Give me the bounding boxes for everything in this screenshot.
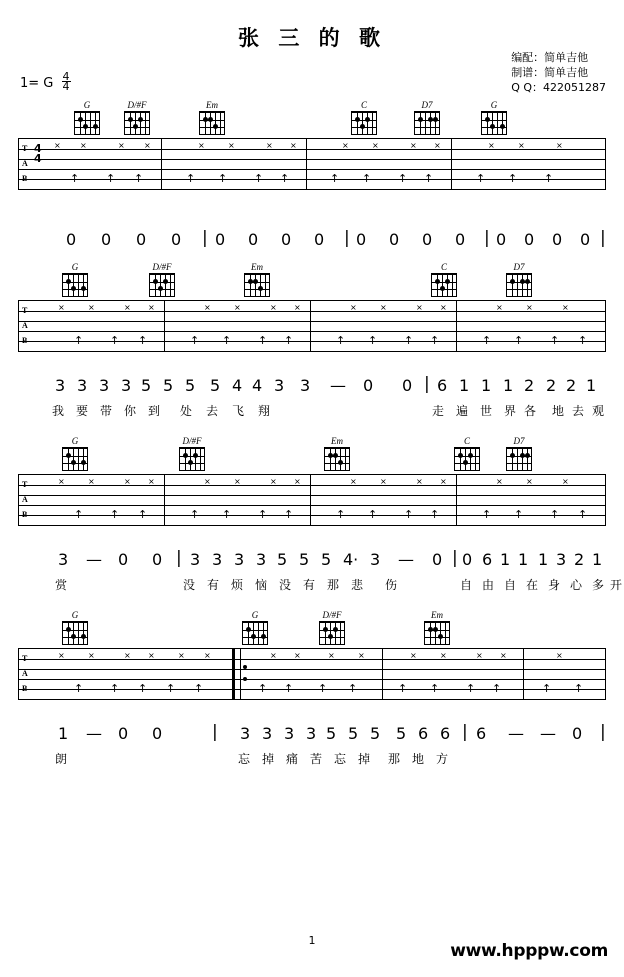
chord-name: D/#F [322,610,342,620]
lyric-syllable: 你 [124,404,137,418]
note: 3 [234,550,245,569]
chord-diagrams-2 [0,262,624,300]
note: 2 [566,376,577,395]
note: — [86,724,102,743]
chord-name: D/#F [152,262,172,272]
note: 4· [343,550,359,569]
lyrics-line-3 [0,576,624,598]
note: 0 [552,230,563,249]
lyrics-line-4 [0,750,624,772]
chord-diagrams-1 [0,100,624,138]
page-title: 张 三 的 歌 [238,26,386,50]
note: 6 [437,376,448,395]
tab-staff: T A B 4 4 × × × × × × × × × × × × × × × ↑ ↑ ↑ ↑ ↑ ↑ ↑ ↑ ↑ ↑ ↑ ↑ ↑ ↑ [18,138,606,190]
credit-line-3: Q Q：422051287 [511,81,606,94]
chord-name: D7 [421,100,433,110]
chord-name: Em [206,100,218,110]
time-sig-bottom: 4 [62,80,70,93]
fret-grid [481,111,507,135]
note: 0 [496,230,507,249]
note: 1 [538,550,549,569]
tab-clef: T A B [22,654,28,693]
fret-grid [351,111,377,135]
chord-name: Em [431,610,443,620]
chord-name: D7 [513,436,525,446]
note: 0 [524,230,535,249]
note: 5 [163,376,174,395]
note: 1 [503,376,514,395]
fret-grid [506,447,532,471]
repeat-barline [232,649,235,699]
note: 5 [141,376,152,395]
chord-diagram [502,436,536,471]
chord-diagrams-4 [0,610,624,648]
chord-diagram [240,262,274,297]
lyric-syllable: 悲 [351,578,364,592]
note: 2 [574,550,585,569]
lyric-syllable: 赏 [55,578,68,592]
tab-clef: T A B [22,144,28,183]
chord-diagram [145,262,179,297]
lyric-syllable: 遍 [456,404,469,418]
note: 0 [572,724,583,743]
note: 0 [389,230,400,249]
chord-diagram [315,610,349,645]
note: 1 [58,724,69,743]
lyric-syllable: 带 [100,404,113,418]
chord-diagram [58,610,92,645]
fret-grid [242,621,268,645]
fret-grid [62,273,88,297]
fret-grid [62,447,88,471]
credit-line-1: 编配：简单吉他 [511,51,589,64]
lyric-syllable: 观 [592,404,605,418]
note: 0 [422,230,433,249]
lyric-syllable: 没 [183,578,196,592]
lyric-syllable: 自 [460,578,473,592]
note: 6 [418,724,429,743]
note: 3 [306,724,317,743]
lyric-syllable: 忘 [238,752,251,766]
note: 1 [592,550,603,569]
lyric-syllable: 烦 [231,578,244,592]
lyric-syllable: 掉 [358,752,371,766]
lyric-syllable: 身 [548,578,561,592]
lyric-syllable: 伤 [385,578,398,592]
chord-name: D7 [513,262,525,272]
chord-name: D/#F [127,100,147,110]
note: 0 [363,376,374,395]
fret-grid [319,621,345,645]
chord-name: G [71,262,79,272]
fret-grid [74,111,100,135]
chord-name: Em [251,262,263,272]
chord-diagram [477,100,511,135]
lyric-syllable: 世 [480,404,493,418]
note: 3 [370,550,381,569]
chord-name: C [463,436,470,446]
note: 5 [321,550,332,569]
note: 3 [190,550,201,569]
lyric-syllable: 苦 [310,752,323,766]
note: 0 [118,550,129,569]
tab-staff: T A B × × × × × × × × × × × × × × × ↑ ↑ ↑ ↑ ↑ ↑ ↑ ↑ ↑ ↑ ↑ ↑ ↑ ↑ ↑ [18,300,606,352]
lyric-syllable: 心 [570,578,583,592]
note: 6 [440,724,451,743]
chord-name: D/#F [182,436,202,446]
fret-grid [454,447,480,471]
note: 5 [277,550,288,569]
lyric-syllable: 界 [504,404,517,418]
chord-diagram [427,262,461,297]
chord-diagram [420,610,454,645]
note: 3 [55,376,66,395]
note: 0 [66,230,77,249]
note: 3 [121,376,132,395]
lyric-syllable: 自 [504,578,517,592]
note: 0 [101,230,112,249]
lyric-syllable: 那 [388,752,401,766]
chord-name: G [490,100,498,110]
key-signature [20,72,71,91]
key-label: 1= G [20,76,54,91]
note: 3 [77,376,88,395]
lyric-syllable: 要 [76,404,89,418]
note: 3 [284,724,295,743]
note: 3 [256,550,267,569]
lyrics-line-2 [0,402,624,424]
credit-line-2: 制谱：简单吉他 [511,66,589,79]
note: 0 [136,230,147,249]
chord-name: C [360,100,367,110]
chord-diagram [320,436,354,471]
lyric-syllable: 掉 [262,752,275,766]
note: 3 [58,550,69,569]
system-2 [0,262,624,424]
note: 0 [314,230,325,249]
note: 5 [326,724,337,743]
chord-diagram [120,100,154,135]
page-number: 1 [308,934,316,947]
fret-grid [506,273,532,297]
note: 0 [118,724,129,743]
lyric-syllable: 那 [327,578,340,592]
lyric-syllable: 开 [610,578,623,592]
fret-grid [124,111,150,135]
note: 0 [455,230,466,249]
note: 0 [248,230,259,249]
note: 5 [370,724,381,743]
chord-diagram [238,610,272,645]
lyric-syllable: 忘 [334,752,347,766]
chord-name: G [251,610,259,620]
note: 0 [215,230,226,249]
fret-grid [431,273,457,297]
note: 6 [476,724,487,743]
lyric-syllable: 各 [524,404,537,418]
system-1 [0,100,624,256]
lyric-syllable: 方 [436,752,449,766]
note: 3 [274,376,285,395]
numbered-notation-3: 3 — 0 0 | 3 3 3 3 5 5 5 4· 3 — 0 | 0 6 1 1 1 3 2 1 [58,548,603,569]
lyric-syllable: 翔 [258,404,271,418]
chord-diagram [175,436,209,471]
chord-name: G [71,610,79,620]
lyric-syllable: 由 [482,578,495,592]
website-footer: www.hpppw.com [450,941,608,961]
note: 1 [481,376,492,395]
lyric-syllable: 地 [412,752,425,766]
lyric-syllable: 多 [592,578,605,592]
chord-diagram [347,100,381,135]
lyric-syllable: 我 [52,404,65,418]
lyric-syllable: 痛 [286,752,299,766]
note: 3 [212,550,223,569]
numbered-notation-2: 3 3 3 3 5 5 5 5 4 4 3 3 — 0 0 | 6 1 1 1 2 2 2 1 [55,374,597,395]
note: — [86,550,102,569]
chord-diagram [502,262,536,297]
chord-diagram [195,100,229,135]
time-sig-top: 4 [62,70,70,83]
note: 5 [396,724,407,743]
fret-grid [324,447,350,471]
note: 4 [252,376,263,395]
note: 0 [356,230,367,249]
lyric-syllable: 朗 [55,752,68,766]
chord-diagrams-3 [0,436,624,474]
note: 5 [210,376,221,395]
note: — [330,376,346,395]
chord-diagram [450,436,484,471]
note: 3 [556,550,567,569]
chord-diagram [70,100,104,135]
lyric-syllable: 处 [180,404,193,418]
lyric-syllable: 走 [432,404,445,418]
note: 3 [240,724,251,743]
note: — [398,550,414,569]
tab-clef: T A B [22,306,28,345]
lyric-syllable: 到 [148,404,161,418]
system-3 [0,436,624,598]
numbered-notation-4: 1 — 0 0 | 3 3 3 3 5 5 5 5 6 6 | 6 — — 0 | [58,722,606,743]
note: 3 [99,376,110,395]
note: 0 [432,550,443,569]
note: 0 [171,230,182,249]
note: 2 [524,376,535,395]
lyric-syllable: 在 [526,578,539,592]
chord-diagram [410,100,444,135]
lyric-syllable: 有 [207,578,220,592]
lyric-syllable: 去 [572,404,585,418]
note: 5 [348,724,359,743]
note: 0 [152,724,163,743]
chord-name: Em [331,436,343,446]
credits-block [511,50,606,95]
lyric-syllable: 恼 [255,578,268,592]
note: 5 [299,550,310,569]
note: 0 [462,550,473,569]
note: 1 [459,376,470,395]
fret-grid [62,621,88,645]
staff-time-signature: 4 4 [34,142,42,165]
note: 3 [262,724,273,743]
fret-grid [179,447,205,471]
note: 5 [185,376,196,395]
note: 4 [232,376,243,395]
note: 0 [402,376,413,395]
tab-staff: T A B × × × × × × × × × × × × × × × ↑ ↑ ↑ ↑ ↑ ↑ ↑ ↑ ↑ ↑ ↑ ↑ ↑ ↑ ↑ [18,474,606,526]
note: 6 [482,550,493,569]
chord-name: G [71,436,79,446]
lyric-syllable: 去 [206,404,219,418]
system-4 [0,610,624,772]
lyric-syllable: 有 [303,578,316,592]
note: — [540,724,556,743]
lyric-syllable: 地 [552,404,565,418]
fret-grid [199,111,225,135]
note: 1 [500,550,511,569]
note: 1 [518,550,529,569]
time-signature [62,72,71,91]
chord-name: G [83,100,91,110]
note: 3 [300,376,311,395]
chord-name: C [440,262,447,272]
fret-grid [149,273,175,297]
numbered-notation-1: 0 0 0 0 | 0 0 0 0 | 0 0 0 0 | 0 0 0 0 | [66,228,606,249]
lyric-syllable: 没 [279,578,292,592]
chord-diagram [58,262,92,297]
note: 0 [281,230,292,249]
fret-grid [424,621,450,645]
note: 0 [152,550,163,569]
note: 0 [580,230,591,249]
tab-clef: T A B [22,480,28,519]
note: — [508,724,524,743]
chord-diagram [58,436,92,471]
lyric-syllable: 飞 [232,404,245,418]
note: 1 [586,376,597,395]
fret-grid [244,273,270,297]
tab-staff: T A B × × × × × × × × × × × × × × × ↑ ↑ ↑ ↑ ↑ ↑ ↑ ↑ ↑ ↑ ↑ ↑ ↑ ↑ ↑ [18,648,606,700]
note: 2 [546,376,557,395]
fret-grid [414,111,440,135]
